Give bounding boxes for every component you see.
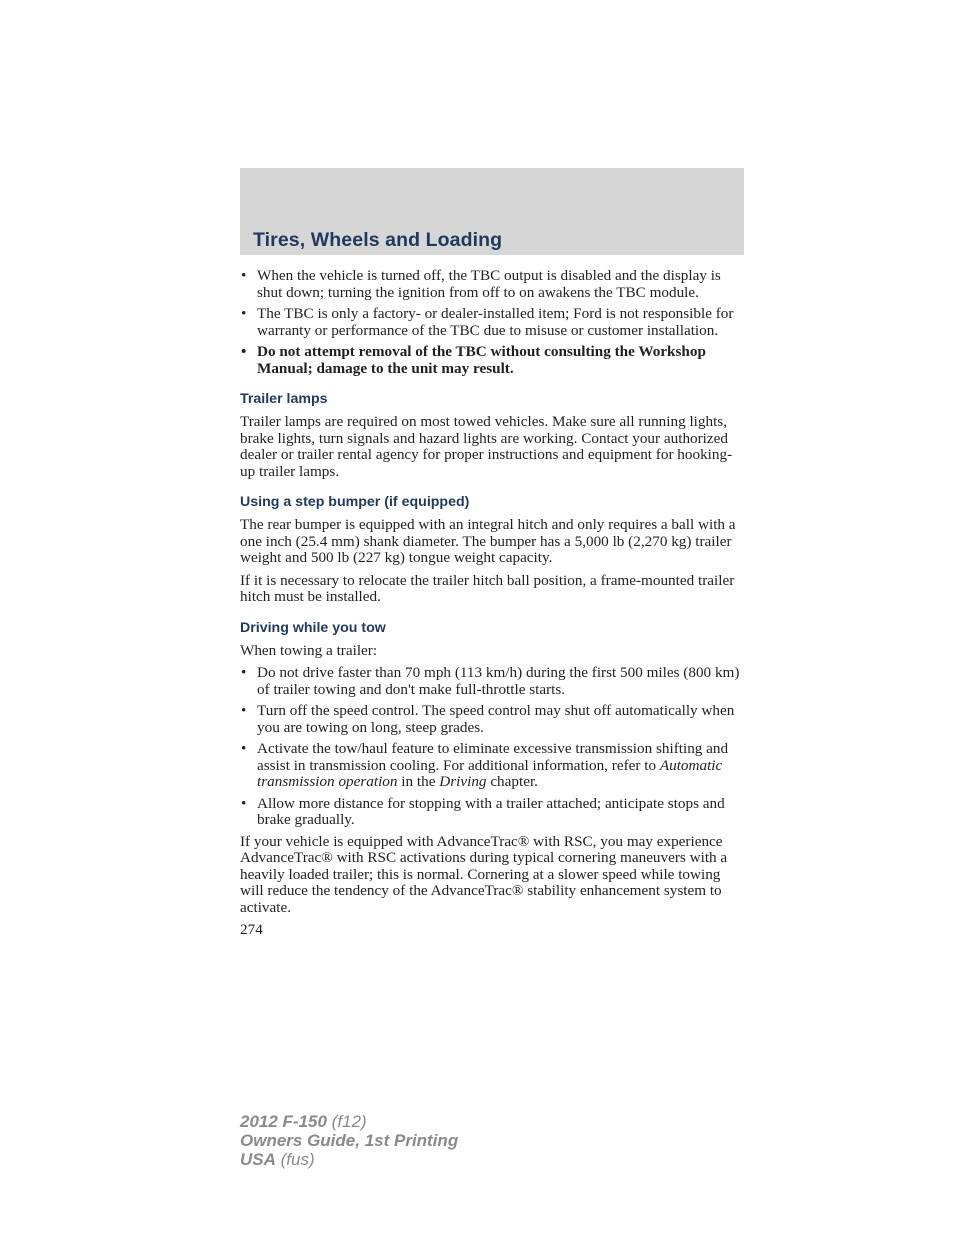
list-item: • Turn off the speed control. The speed control may shut off automatically when you are towing on long, steep grades. bbox=[240, 703, 744, 736]
trailer-lamps-heading: Trailer lamps bbox=[240, 391, 328, 407]
tbc-bullet-list bbox=[240, 268, 744, 377]
list-item: • Do not drive faster than 70 mph (113 km/h) during the first 500 miles (800 km) of trailer towing and don't make full-throttle starts. bbox=[240, 665, 744, 698]
section-title: Tires, Wheels and Loading bbox=[253, 229, 503, 251]
trailer-lamps-paragraph: Trailer lamps are required on most towed vehicles. Make sure all running lights, brake lights, turn signals and hazard lights are working. Contact your authorized dealer or trailer rental agency for proper instructions and equipment for hooking-up trailer lamps. bbox=[240, 413, 733, 480]
footer-line-model bbox=[240, 1112, 458, 1131]
list-item: • The TBC is only a factory- or dealer-installed item; Ford is not responsible for warranty or performance of the TBC due to misuse or customer installation. bbox=[240, 306, 744, 339]
page-number: 274 bbox=[240, 921, 263, 938]
section-header-band bbox=[240, 168, 744, 255]
document-footer bbox=[240, 1112, 458, 1169]
driving-tow-heading: Driving while you tow bbox=[240, 619, 386, 636]
bullet-text: chapter. bbox=[486, 773, 538, 790]
footer-edition: Owners Guide, 1st Printing bbox=[240, 1131, 459, 1150]
towing-bullet-list bbox=[240, 665, 744, 829]
footer-model-code: (f12) bbox=[326, 1112, 367, 1131]
bullet-text: in the bbox=[397, 773, 440, 790]
footer-market: USA bbox=[240, 1150, 276, 1169]
page-content bbox=[240, 268, 744, 939]
towing-intro: When towing a trailer: bbox=[240, 641, 378, 659]
list-item: • Allow more distance for stopping with a trailer attached; anticipate stops and brake gradually. bbox=[240, 796, 744, 829]
list-item: • When the vehicle is turned off, the TBC output is disabled and the display is shut down; turning the ignition from off to on awakens the TBC module. bbox=[240, 268, 744, 301]
cross-reference-section: Automatic transmission operation bbox=[257, 756, 723, 790]
footer-market-code: (fus) bbox=[275, 1150, 315, 1169]
footer-line-market bbox=[240, 1150, 458, 1169]
step-bumper-paragraph: The rear bumper is equipped with an integral hitch and only requires a ball with a one inch (25.4 mm) shank diameter. The bumper has a 5,000 lb (2,270 kg) trailer weight and 500 lb (227 kg) tongue weight capacity. bbox=[240, 516, 736, 566]
warning-list-item: • Do not attempt removal of the TBC without consulting the Workshop Manual; damage to the unit may result. bbox=[240, 344, 744, 377]
cross-reference-chapter: Driving bbox=[439, 773, 487, 790]
hitch-relocation-paragraph: If it is necessary to relocate the trailer hitch ball position, a frame-mounted trailer hitch must be installed. bbox=[240, 571, 735, 605]
footer-model: 2012 F-150 bbox=[240, 1112, 327, 1131]
advancetrac-paragraph: If your vehicle is equipped with AdvanceTrac® with RSC, you may experience AdvanceTrac® with RSC activations during typical cornering maneuvers with a heavily loaded trailer; this is normal. Cornering at a slower speed while towing will reduce the tendency of the AdvanceTrac® stability enhancement system to activate. bbox=[240, 832, 728, 916]
list-item bbox=[240, 741, 744, 791]
step-bumper-heading: Using a step bumper (if equipped) bbox=[240, 494, 470, 510]
bullet-text: Activate the tow/haul feature to eliminate excessive transmission shifting and assist in transmission cooling. For additional information, refer to bbox=[257, 740, 729, 774]
footer-line-edition bbox=[240, 1131, 458, 1150]
